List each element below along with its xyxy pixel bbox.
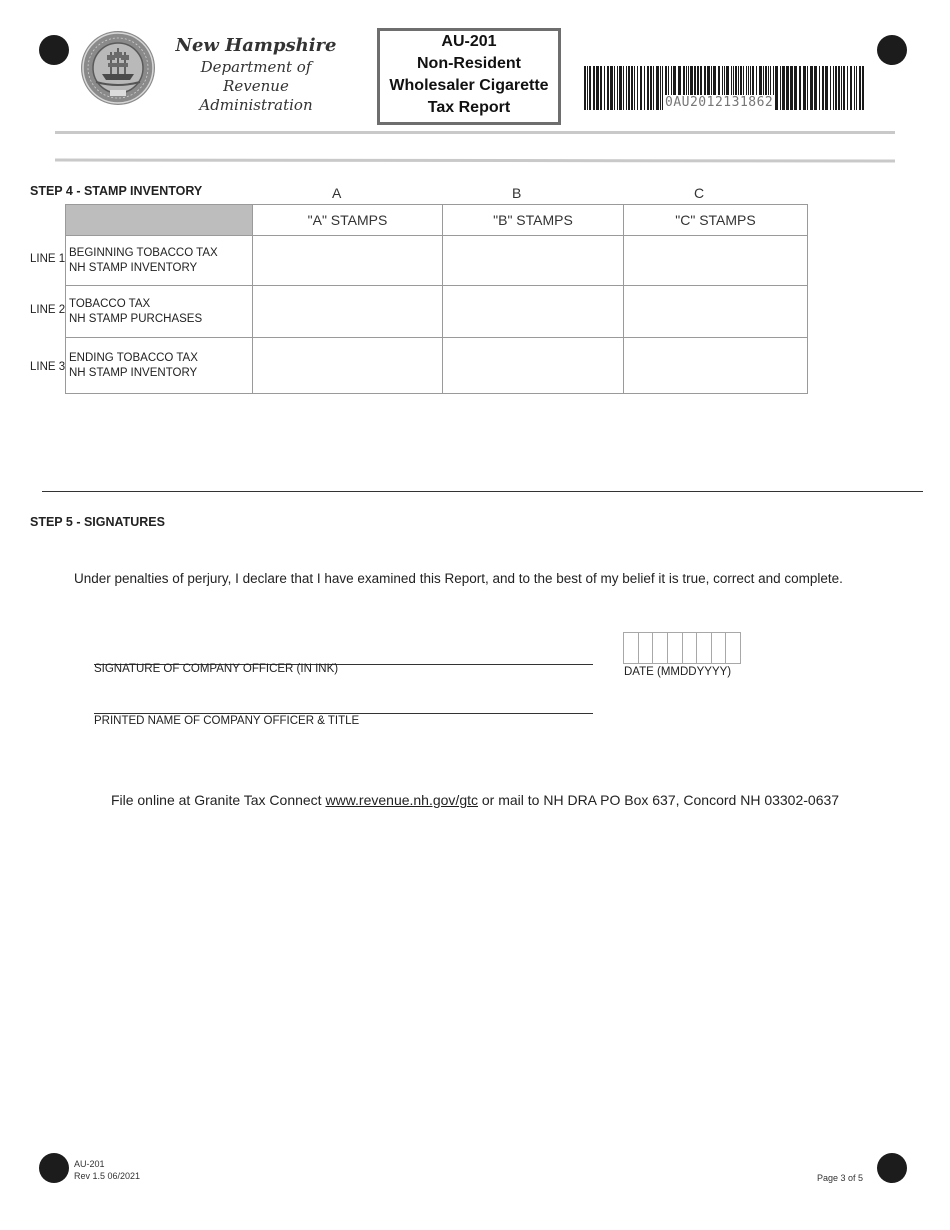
step5-title: STEP 5 - SIGNATURES [30, 515, 165, 529]
barcode-bar [847, 66, 848, 110]
registration-mark-bottom-left [39, 1153, 69, 1183]
line-3-desc-text: NH STAMP INVENTORY [69, 366, 198, 379]
state-name: New Hampshire [175, 35, 337, 56]
barcode-bar [634, 66, 635, 110]
barcode-bar [859, 66, 861, 110]
barcode-bar [637, 66, 638, 110]
barcode-bar [653, 66, 654, 110]
line-3-b-stamps-input[interactable] [443, 338, 624, 394]
department-line-1: Department of [200, 58, 312, 76]
barcode-bar [782, 66, 785, 110]
barcode-bar [830, 66, 831, 110]
printed-name-line[interactable] [94, 713, 593, 714]
barcode-bar [614, 66, 615, 110]
barcode-bar [647, 66, 649, 110]
step4-title: STEP 4 - STAMP INVENTORY [30, 184, 203, 198]
printed-name-label: PRINTED NAME OF COMPANY OFFICER & TITLE [94, 715, 360, 727]
date-field[interactable] [623, 632, 741, 664]
line-2-b-stamps-input[interactable] [443, 286, 624, 338]
date-digit-cell[interactable] [639, 632, 654, 664]
barcode-bar [843, 66, 845, 110]
form-title-line: AU-201 [441, 33, 497, 50]
stamp-inventory-table [65, 204, 808, 394]
barcode-bar [619, 66, 622, 110]
line-2-c-stamps-input[interactable] [624, 286, 808, 338]
barcode-bar [660, 66, 661, 110]
barcode-bar [854, 66, 855, 110]
line-1-c-stamps-input[interactable] [624, 236, 808, 286]
table-row [66, 338, 808, 394]
header-divider-1 [55, 131, 895, 134]
barcode-bar [607, 66, 609, 110]
table-row [66, 236, 808, 286]
column-letter-a: A [332, 185, 342, 201]
line-1-desc-text: BEGINNING TOBACCO TAX [69, 246, 218, 259]
file-online-note [0, 792, 950, 808]
date-digit-cell[interactable] [653, 632, 668, 664]
file-online-suffix: or mail to NH DRA PO Box 637, Concord NH 03302-0637 [478, 792, 840, 808]
barcode-bar [589, 66, 591, 110]
barcode-bar [584, 66, 586, 110]
barcode-bar [587, 66, 588, 110]
barcode-bar [819, 66, 820, 110]
line-3-desc-text: ENDING TOBACCO TAX [69, 351, 198, 364]
barcode-bar [631, 66, 633, 110]
column-header-a: "A" STAMPS [253, 205, 443, 236]
barcode-bar [862, 66, 864, 110]
barcode-bar [780, 66, 781, 110]
barcode-bar [833, 66, 834, 110]
registration-mark-top-left [39, 35, 69, 65]
barcode-bar [810, 66, 813, 110]
footer-page-number: Page 3 of 5 [816, 1173, 863, 1183]
header-divider-2 [55, 158, 895, 162]
barcode-bar [610, 66, 613, 110]
column-letter-c: C [694, 185, 705, 201]
barcode-bar [593, 66, 595, 110]
barcode-bar [656, 66, 659, 110]
barcode-bar [838, 66, 840, 110]
barcode-bar [794, 66, 797, 110]
line-3-c-stamps-input[interactable] [624, 338, 808, 394]
column-header-b: "B" STAMPS [443, 205, 624, 236]
barcode-bar [822, 66, 824, 110]
line-2-a-stamps-input[interactable] [253, 286, 443, 338]
barcode-bar [600, 66, 602, 110]
barcode-bar [807, 66, 808, 110]
granite-tax-connect-link[interactable]: www.revenue.nh.gov/gtc [325, 792, 478, 808]
barcode-number: 0AU2012131862 [665, 95, 774, 110]
date-digit-cell[interactable] [726, 632, 741, 664]
line-1-a-stamps-input[interactable] [253, 236, 443, 286]
column-letter-b: B [512, 185, 522, 201]
date-digit-cell[interactable] [697, 632, 712, 664]
barcode-bar [596, 66, 599, 110]
date-label: DATE (MMDDYYYY) [624, 666, 732, 678]
form-title-line: Wholesaler Cigarette [389, 77, 549, 94]
table-row [66, 286, 808, 338]
barcode-bar [825, 66, 828, 110]
form-title-line: Non-Resident [417, 55, 521, 72]
barcode-bar [650, 66, 652, 110]
registration-mark-bottom-right [877, 1153, 907, 1183]
barcode-bar [814, 66, 817, 110]
footer-revision: Rev 1.5 06/2021 [74, 1171, 141, 1181]
form-title-box [377, 28, 561, 125]
barcode-bar [628, 66, 630, 110]
barcode-bar [644, 66, 645, 110]
barcode-bar [803, 66, 806, 110]
barcode-bar [604, 66, 605, 110]
table-header-row [66, 205, 808, 236]
footer-form-info [74, 1158, 140, 1182]
barcode-bar [790, 66, 793, 110]
line-1-b-stamps-input[interactable] [443, 236, 624, 286]
line-2-description [66, 286, 253, 338]
barcode-bar [626, 66, 627, 110]
line-2-label: LINE 2 [30, 304, 66, 316]
date-digit-cell[interactable] [623, 632, 639, 664]
footer-form-id: AU-201 [74, 1159, 105, 1169]
barcode-bar [856, 66, 857, 110]
section-divider [42, 491, 923, 492]
barcode-bar [623, 66, 624, 110]
date-digit-cell[interactable] [712, 632, 727, 664]
barcode-bar [775, 66, 778, 110]
barcode-bar [786, 66, 789, 110]
file-online-prefix: File online at Granite Tax Connect [110, 792, 326, 808]
barcode-bar [799, 66, 801, 110]
barcode-bar [617, 66, 618, 110]
agency-name [165, 34, 347, 115]
barcode-bar [850, 66, 852, 110]
signature-label: SIGNATURE OF COMPANY OFFICER (IN INK) [94, 663, 339, 675]
department-line-2: Revenue Administration [199, 77, 313, 114]
header-blank-cell [66, 205, 253, 236]
line-2-desc-text: NH STAMP PURCHASES [69, 312, 203, 325]
column-header-c: "C" STAMPS [624, 205, 808, 236]
date-digit-cell[interactable] [668, 632, 683, 664]
line-3-a-stamps-input[interactable] [253, 338, 443, 394]
date-digit-cell[interactable] [683, 632, 698, 664]
barcode-bar [835, 66, 837, 110]
state-seal-icon [80, 30, 156, 106]
form-title-line: Tax Report [427, 99, 511, 116]
line-1-description [66, 236, 253, 286]
barcode-bar [841, 66, 842, 110]
line-1-label: LINE 1 [30, 253, 66, 265]
barcode-bar [640, 66, 642, 110]
perjury-declaration: Under penalties of perjury, I declare that I have examined this Report, and to the best of my belief it is true, correct and complete. [74, 571, 843, 586]
line-3-label: LINE 3 [30, 361, 66, 373]
line-2-desc-text: TOBACCO TAX [69, 297, 151, 310]
line-1-desc-text: NH STAMP INVENTORY [69, 261, 198, 274]
registration-mark-top-right [877, 35, 907, 65]
line-3-description [66, 338, 253, 394]
